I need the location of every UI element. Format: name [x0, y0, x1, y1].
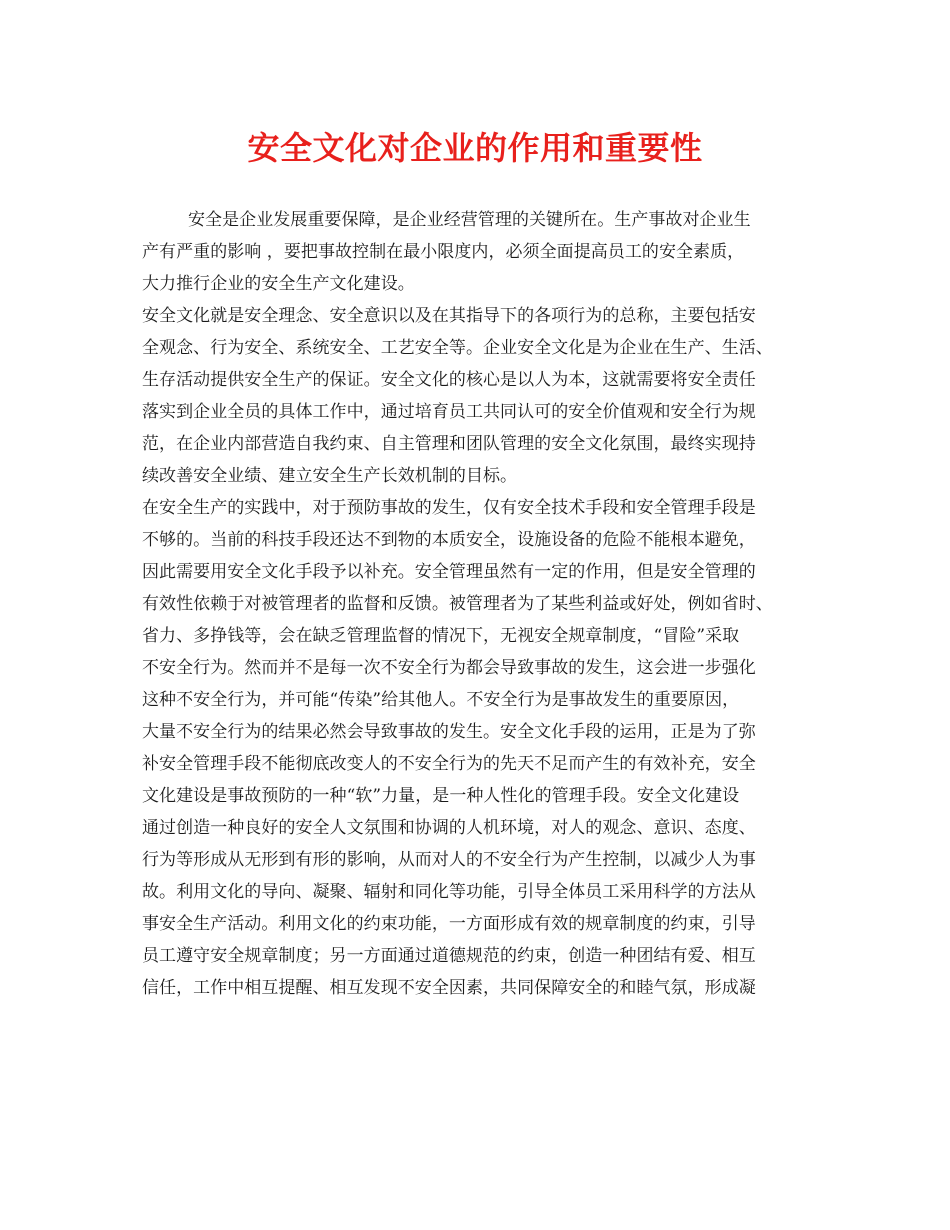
document-body	[142, 204, 824, 1004]
text-line: 故。利用文化的导向、凝聚、辐射和同化等功能，引导全体员工采用科学的方法从	[142, 882, 756, 902]
text-line: 不安全行为。然而并不是每一次不安全行为都会导致事故的发生，这会进一步强化	[142, 658, 756, 678]
text-line: 这种不安全行为，并可能“传染”给其他人。不安全行为是事故发生的重要原因，	[142, 690, 740, 710]
text-line: 信任，工作中相互提醒、相互发现不安全因素，共同保障安全的和睦气氛，形成凝	[142, 978, 756, 998]
text-line: 全观念、行为安全、系统安全、工艺安全等。企业安全文化是为企业在生产、生活、	[142, 338, 773, 358]
text-line: 员工遵守安全规章制度；另一方面通过道德规范的约束，创造一种团结有爱、相互	[142, 946, 756, 966]
text-line: 安全文化就是安全理念、安全意识以及在其指导下的各项行为的总称，主要包括安	[142, 306, 756, 326]
paragraph-1	[142, 204, 824, 300]
text-line: 范，在企业内部营造自我约束、自主管理和团队管理的安全文化氛围，最终实现持	[142, 434, 756, 454]
text-line: 大力推行企业的安全生产文化建设。	[142, 274, 415, 294]
text-line: 不够的。当前的科技手段还达不到物的本质安全，设施设备的危险不能根本避免，	[142, 530, 756, 550]
text-line: 行为等形成从无形到有形的影响，从而对人的不安全行为产生控制，以减少人为事	[142, 850, 756, 870]
text-line: 因此需要用安全文化手段予以补充。安全管理虽然有一定的作用，但是安全管理的	[142, 562, 756, 582]
text-line: 通过创造一种良好的安全人文氛围和协调的人机环境，对人的观念、意识、态度、	[142, 818, 756, 838]
text-line: 事安全生产活动。利用文化的约束功能，一方面形成有效的规章制度的约束，引导	[142, 914, 756, 934]
text-line: 生存活动提供安全生产的保证。安全文化的核心是以人为本，这就需要将安全责任	[142, 370, 756, 390]
text-line: 省力、多挣钱等，会在缺乏管理监督的情况下，无视安全规章制度，“冒险”采取	[142, 626, 740, 646]
paragraph-3	[142, 492, 824, 1004]
text-line: 安全是企业发展重要保障，是企业经营管理的关键所在。生产事故对企业生	[188, 210, 751, 230]
text-line: 补安全管理手段不能彻底改变人的不安全行为的先天不足而产生的有效补充，安全	[142, 754, 756, 774]
document-title: 安全文化对企业的作用和重要性	[247, 129, 703, 167]
text-line: 有效性依赖于对被管理者的监督和反馈。被管理者为了某些利益或好处，例如省时、	[142, 594, 773, 614]
text-line: 在安全生产的实践中，对于预防事故的发生，仅有安全技术手段和安全管理手段是	[142, 498, 756, 518]
text-line: 续改善安全业绩、建立安全生产长效机制的目标。	[142, 466, 518, 486]
text-line: 落实到企业全员的具体工作中，通过培育员工共同认可的安全价值观和安全行为规	[142, 402, 756, 422]
text-line: 文化建设是事故预防的一种“软”力量，是一种人性化的管理手段。安全文化建设	[142, 786, 740, 806]
paragraph-2	[142, 300, 824, 492]
text-line: 大量不安全行为的结果必然会导致事故的发生。安全文化手段的运用，正是为了弥	[142, 722, 756, 742]
text-line: 产有严重的影响 ，要把事故控制在最小限度内，必须全面提高员工的安全素质，	[142, 242, 745, 262]
